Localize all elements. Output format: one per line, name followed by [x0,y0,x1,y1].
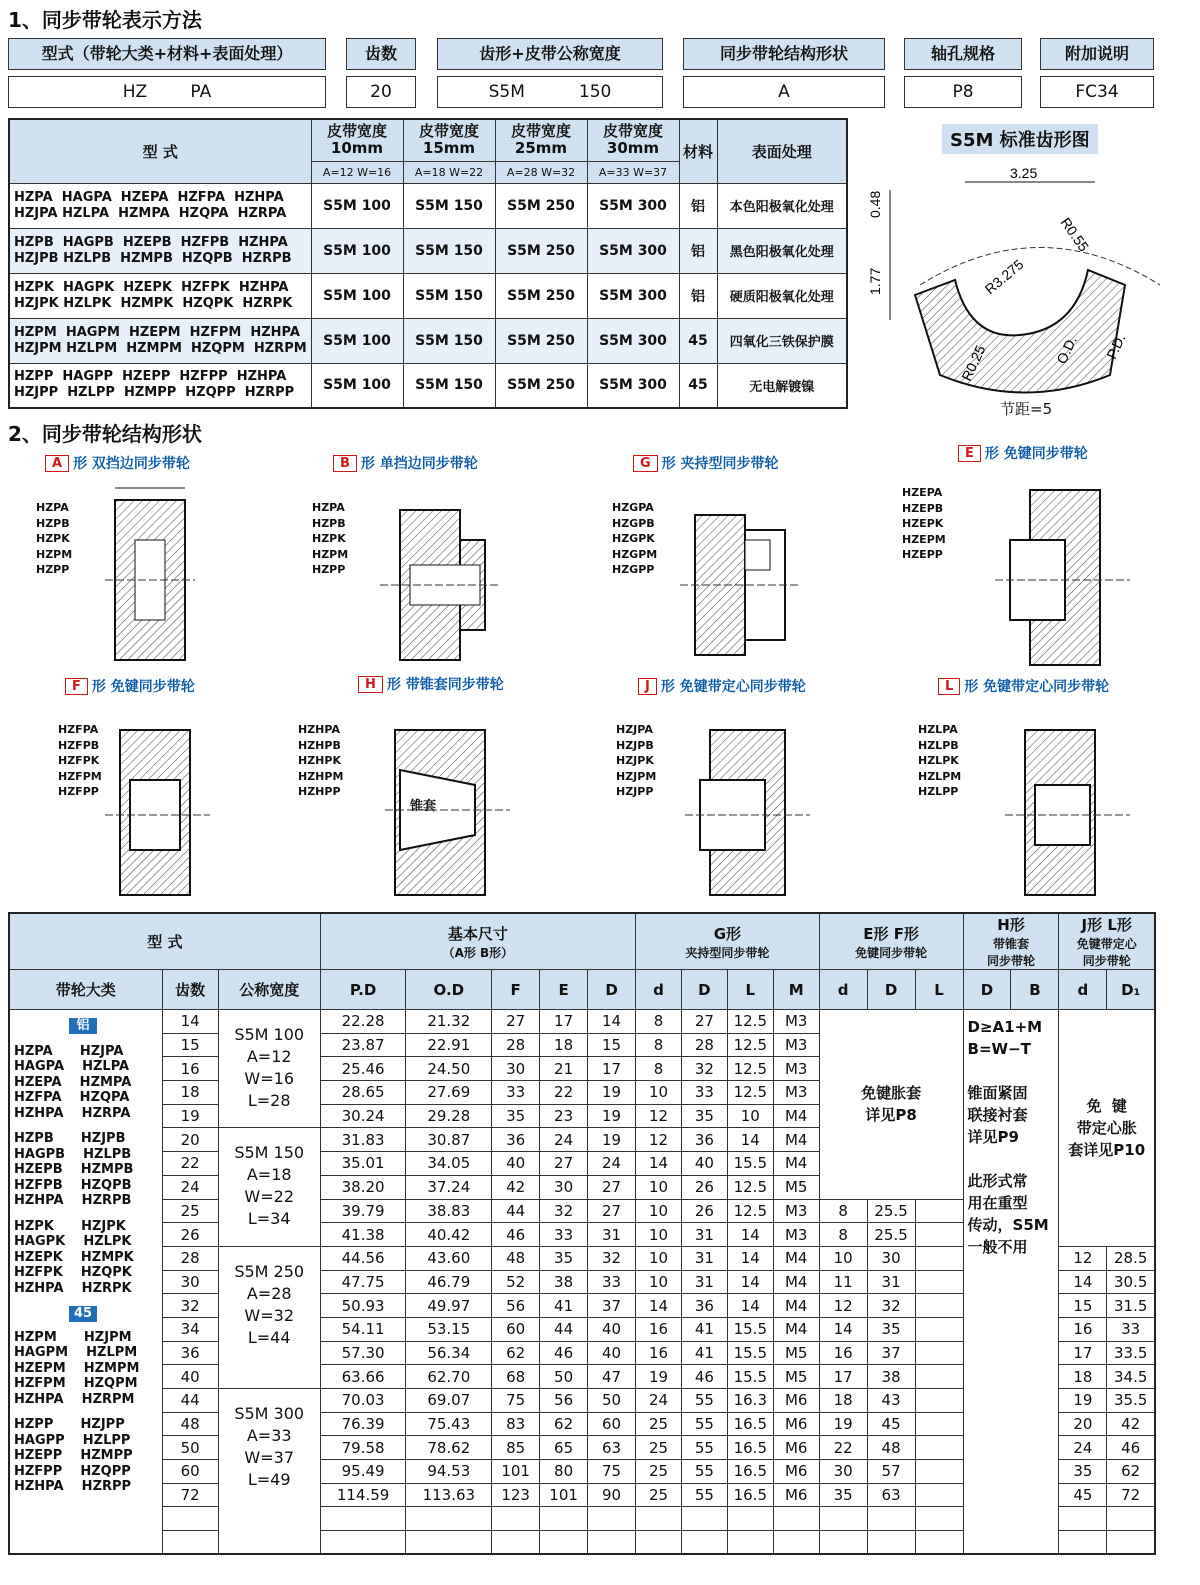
diagram-j-models: HZJPA HZJPB HZJPK HZJPM HZJPP [616,723,657,798]
nominal-width: S5M 100 A=12 W=16 L=28 [218,1010,320,1128]
table-row: 24 38.20 37.24 42 30 27 10 26 12.5 M5 [9,1175,1155,1199]
dim-pd: P.D. [1103,331,1129,362]
ef-note: 免键胀套 详见P8 [819,1010,963,1200]
section1-title: 1、同步带轮表示方法 [8,8,202,32]
section2-title: 2、同步带轮结构形状 [8,422,202,446]
value-teeth: 20 [346,76,416,108]
table-row: HZPP HAGPP HZEPP HZFPP HZHPA HZJPP HZLPP HZMPP HZQPP HZRPP S5M 100 S5M 150 S5M 250 S5M 300 45 无电解镀镍 [9,363,847,408]
th-class: 带轮大类 [9,970,162,1010]
col-width-30: 皮带宽度 30mm [587,119,679,161]
diagram-h-label: H 形 带锥套同步带轮 [358,674,504,694]
diagram-e-drawing [990,470,1150,670]
diagram-a-drawing [95,480,215,670]
aw-30: A=33 W=37 [587,161,679,183]
header-structure: 同步带轮结构形状 [683,38,885,70]
material-badge-al: 铝 [69,1018,97,1034]
table-row: 25 39.79 38.83 44 32 27 10 26 12.5 M3 8 25.5 [9,1199,1155,1223]
h-note: D≥A1+M B=W−T 锥面紧固 联接衬套 详见P9 此形式常 用在重型 传动，S5M 一般不用 [963,1010,1059,1555]
diagram-l-label: L 形 免键带定心同步带轮 [938,676,1109,696]
diagram-b-label: B 形 单挡边同步带轮 [333,453,478,473]
diagram-h-drawing [380,700,520,910]
col-surface: 表面处理 [717,119,847,183]
cone-label: 锥套 [410,799,437,814]
diagram-f-label: F 形 免键同步带轮 [65,676,195,696]
diagram-a-label: A 形 双挡边同步带轮 [45,453,190,473]
diagram-e-label: E 形 免键同步带轮 [958,443,1088,463]
table-row: 19 30.24 29.28 35 23 19 12 35 10 M4 [9,1104,1155,1128]
pitch-label: 节距=5 [1000,400,1053,418]
header-type: 型式（带轮大类+材料+表面处理） [8,38,326,70]
th-ef: E形 F形 免键同步带轮 [819,913,963,970]
col-width-25: 皮带宽度 25mm [495,119,587,161]
aw-15: A=18 W=22 [403,161,495,183]
th-type: 型 式 [9,913,320,970]
dim-1-77: 1.77 [867,267,883,295]
value-type: HZ PA [8,76,326,108]
th-teeth: 齿数 [162,970,218,1010]
dim-od: O.D. [1053,333,1080,367]
nominal-width: S5M 150 A=18 W=22 L=34 [218,1128,320,1246]
table-row: 50 79.58 78.62 85 65 63 25 55 16.5 M6 22 48 24 46 [9,1436,1155,1460]
col-width-10: 皮带宽度 10mm [311,119,403,161]
value-note: FC34 [1040,76,1154,108]
material-badge-45: 45 [69,1306,97,1322]
diagram-g-label: G 形 夹持型同步带轮 [633,453,779,473]
table-row: 22 35.01 34.05 40 27 24 14 40 15.5 M4 [9,1152,1155,1176]
table-row: HZPM HAGPM HZEPM HZFPM HZHPA HZJPM HZLPM HZMPM HZQPM HZRPM S5M 100 S5M 150 S5M 250 S5M 300 45 四氧化三铁保护膜 [9,318,847,363]
table-row: 36 57.30 56.34 62 46 40 16 41 15.5 M5 16 37 17 33.5 [9,1341,1155,1365]
value-structure: A [683,76,885,108]
col-material: 材料 [679,119,717,183]
table-row: 34 54.11 53.15 60 44 40 16 41 15.5 M4 14 35 16 33 [9,1317,1155,1341]
class-group: HZPK HZJPK HAGPK HZLPK HZEPK HZMPK HZFPK HZQPK HZHPA HZRPK [14,1218,134,1296]
nominal-width: S5M 300 A=33 W=37 L=49 [218,1389,320,1555]
table-row: 15 23.87 22.91 28 18 15 8 28 12.5 M3 [9,1033,1155,1057]
table-row: 40 63.66 62.70 68 50 47 19 46 15.5 M5 17 38 18 34.5 [9,1365,1155,1389]
diagram-b-models: HZPA HZPB HZPK HZPM HZPP [312,501,349,576]
dimension-table: 型 式 基本尺寸 （A形 B形） G形 夹持型同步带轮 E形 F形 免键同步带轮 H形 带锥套 同步带轮 J形 L形 免键带定心 同步带轮 带轮大类 齿数 公称宽度 P.D O.D F E D d D L M d D L D B d D₁ 铝 HZPA HZJPA HAGPA HZLPA HZEPA HZMPA HZFPA HZQPA HZHPA HZRPA HZPB HZJPB HAGPB HZLPB HZEPB HZMPB HZFPB HZQPB HZHPA HZRPB HZPK HZJPK HAGPK HZLPK HZEPK HZMPK HZFPK HZQPK HZHPA HZRPK 45 HZPM HZJPM HAGPM HZLPM HZEPM HZMPM HZFPM HZQPM HZHPA HZRPM HZPP HZJPP HAGPP HZLPP HZEPP HZMPP HZFPP HZQPP HZHPA HZRPP 14 S5M 100 A=12 W=16 L=28 22.28 21.32 27 17 14 8 27 12.5 M3 免键胀套 详见P8 D≥A1+M B=W−T 锥面紧固 联接衬套 详见P9 此形式常 用在重型 传动，S5M 一般不用 免 键 带定心胀 套详见P10 15 23.87 22.91 28 18 15 8 28 12.5 M3 16 25.46 24.50 30 21 17 8 32 12.5 M3 18 28.65 27.69 33 22 19 10 33 12.5 M3 19 30.24 29.28 35 23 19 12 35 10 M4 20 S5M 150 A=18 W=22 L=34 31.83 30.87 36 24 19 12 36 14 M4 22 35.01 34.05 40 27 24 14 40 15.5 M4 24 38.20 37.24 42 30 27 10 26 12.5 M5 25 39.79 38.83 44 32 27 10 26 12.5 M3 8 25.5 26 41.38 40.42 46 33 31 10 31 14 M3 8 25.5 28 S5M 250 A=28 W=32 L=44 44.56 43.60 48 35 32 10 31 14 M4 10 30 12 28.5 30 47.75 46.79 52 38 33 10 31 14 M4 11 31 14 30.5 32 50.93 49.97 56 41 37 14 36 14 M4 12 32 15 31.5 34 54.11 53.15 60 44 40 16 41 15.5 M4 14 35 16 33 36 57.30 56.34 62 46 40 16 41 15.5 M5 16 37 17 33.5 40 63.66 62.70 68 50 47 19 46 15.5 M5 17 38 18 34.5 44 S5M 300 A=33 W=37 L=49 70.03 69.07 75 56 50 24 55 16.3 M6 18 43 19 35.5 48 76.39 75.43 83 62 60 25 55 16.5 M6 19 45 20 42 50 79.58 78.62 85 65 63 25 55 16.5 M6 22 48 24 46 60 95.49 94.53 101 80 75 25 55 16.5 M6 30 57 35 62 72 114.59 113.63 123 101 90 25 55 16.5 M6 35 63 45 72 [8,912,1156,1555]
aw-25: A=28 W=32 [495,161,587,183]
diagram-l-drawing [1000,700,1140,900]
col-width-15: 皮带宽度 15mm [403,119,495,161]
dim-3-25: 3.25 [1010,165,1038,181]
class-column [9,1010,162,1555]
col-type: 型 式 [9,119,311,183]
table-row: 60 95.49 94.53 101 80 75 25 55 16.5 M6 30 57 35 62 [9,1460,1155,1484]
header-note: 附加说明 [1040,38,1154,70]
dim-r0-55: R0.55 [1057,214,1093,255]
th-width: 公称宽度 [218,970,320,1010]
th-jl: J形 L形 免键带定心 同步带轮 [1059,913,1155,970]
table-row: 48 76.39 75.43 83 62 60 25 55 16.5 M6 19 45 20 42 [9,1412,1155,1436]
tooth-profile-drawing [860,160,1195,420]
table-row: 32 50.93 49.97 56 41 37 14 36 14 M4 12 32 15 31.5 [9,1294,1155,1318]
value-bore: P8 [904,76,1022,108]
diagram-j-label: J 形 免键带定心同步带轮 [638,676,806,696]
table-row: 26 41.38 40.42 46 33 31 10 31 14 M3 8 25.5 [9,1223,1155,1247]
value-tooth-width: S5M 150 [437,76,663,108]
table-row: 30 47.75 46.79 52 38 33 10 31 14 M4 11 31 14 30.5 [9,1270,1155,1294]
jl-note: 免 键 带定心胀 套详见P10 [1059,1010,1155,1247]
table-row: 20 S5M 150 A=18 W=22 L=34 31.83 30.87 36 24 19 12 36 14 M4 [9,1128,1155,1152]
dim-r0-25: R0.25 [958,342,989,384]
header-tooth-width: 齿形+皮带公称宽度 [437,38,663,70]
dim-r3-275: R3.275 [981,256,1027,298]
table-row: 44 S5M 300 A=33 W=37 L=49 70.03 69.07 75 56 50 24 55 16.3 M6 18 43 19 35.5 [9,1389,1155,1413]
table-row: HZPA HAGPA HZEPA HZFPA HZHPA HZJPA HZLPA HZMPA HZQPA HZRPA S5M 100 S5M 150 S5M 250 S5M 300 铝 本色阳极氧化处理 [9,183,847,228]
header-teeth: 齿数 [346,38,416,70]
class-group: HZPA HZJPA HAGPA HZLPA HZEPA HZMPA HZFPA HZQPA HZHPA HZRPA [14,1043,132,1121]
class-group: HZPP HZJPP HAGPP HZLPP HZEPP HZMPP HZFPP HZQPP HZHPA HZRPP [14,1417,133,1494]
nominal-width: S5M 250 A=28 W=32 L=44 [218,1246,320,1388]
table-row: 18 28.65 27.69 33 22 19 10 33 12.5 M3 [9,1081,1155,1105]
table-row: 72 114.59 113.63 123 101 90 25 55 16.5 M6 35 63 45 72 [9,1483,1155,1507]
table-row: 28 S5M 250 A=28 W=32 L=44 44.56 43.60 48 35 32 10 31 14 M4 10 30 12 28.5 [9,1246,1155,1270]
table-row: 16 25.46 24.50 30 21 17 8 32 12.5 M3 [9,1057,1155,1081]
type-table [8,118,848,409]
header-bore: 轴孔规格 [904,38,1022,70]
class-group: HZPB HZJPB HAGPB HZLPB HZEPB HZMPB HZFPB HZQPB HZHPA HZRPB [14,1131,134,1208]
diagram-f-drawing [100,700,220,900]
diagram-e-models: HZEPA HZEPB HZEPK HZEPM HZEPP [902,486,946,561]
dimension-table-body [9,1010,1155,1555]
diagram-j-drawing [680,700,820,900]
class-group: HZPM HZJPM HAGPM HZLPM HZEPM HZMPM HZFPM HZQPM HZHPA HZRPM [14,1329,140,1407]
diagram-h-models: HZHPA HZHPB HZHPK HZHPM HZHPP [298,723,344,798]
diagram-g-drawing [670,480,820,670]
diagram-g-models: HZGPA HZGPB HZGPK HZGPM HZGPP [612,501,658,576]
table-row: 铝 HZPA HZJPA HAGPA HZLPA HZEPA HZMPA HZFPA HZQPA HZHPA HZRPA HZPB HZJPB HAGPB HZLPB HZEPB HZMPB HZFPB HZQPB HZHPA HZRPB HZPK HZJPK HAGPK HZLPK HZEPK HZMPK HZFPK HZQPK HZHPA HZRPK 45 HZPM HZJPM HAGPM HZLPM HZEPM HZMPM HZFPM HZQPM HZHPA HZRPM HZPP HZJPP HAGPP HZLPP HZEPP HZMPP HZFPP HZQPP HZHPA HZRPP 14 S5M 100 A=12 W=16 L=28 22.28 21.32 27 17 14 8 27 12.5 M3 免键胀套 详见P8 D≥A1+M B=W−T 锥面紧固 联接衬套 详见P9 此形式常 用在重型 传动，S5M 一般不用 免 键 带定心胀 套详见P10 [9,1010,1155,1034]
th-basic: 基本尺寸 （A形 B形） [320,913,635,970]
table-row: HZPK HAGPK HZEPK HZFPK HZHPA HZJPK HZLPK HZMPK HZQPK HZRPK S5M 100 S5M 150 S5M 250 S5M 300 铝 硬质阳极氧化处理 [9,273,847,318]
dim-0-48: 0.48 [867,190,883,218]
diagram-l-models: HZLPA HZLPB HZLPK HZLPM HZLPP [918,723,962,798]
th-h: H形 带锥套 同步带轮 [963,913,1059,970]
diagram-a-models: HZPA HZPB HZPK HZPM HZPP [36,501,73,576]
diagram-b-drawing [370,480,520,670]
table-row: HZPB HAGPB HZEPB HZFPB HZHPA HZJPB HZLPB HZMPB HZQPB HZRPB S5M 100 S5M 150 S5M 250 S5M 300 铝 黑色阳极氧化处理 [9,228,847,273]
profile-title: S5M 标准齿形图 [942,124,1098,154]
aw-10: A=12 W=16 [311,161,403,183]
th-g: G形 夹持型同步带轮 [636,913,820,970]
diagram-f-models: HZFPA HZFPB HZFPK HZFPM HZFPP [58,723,102,798]
